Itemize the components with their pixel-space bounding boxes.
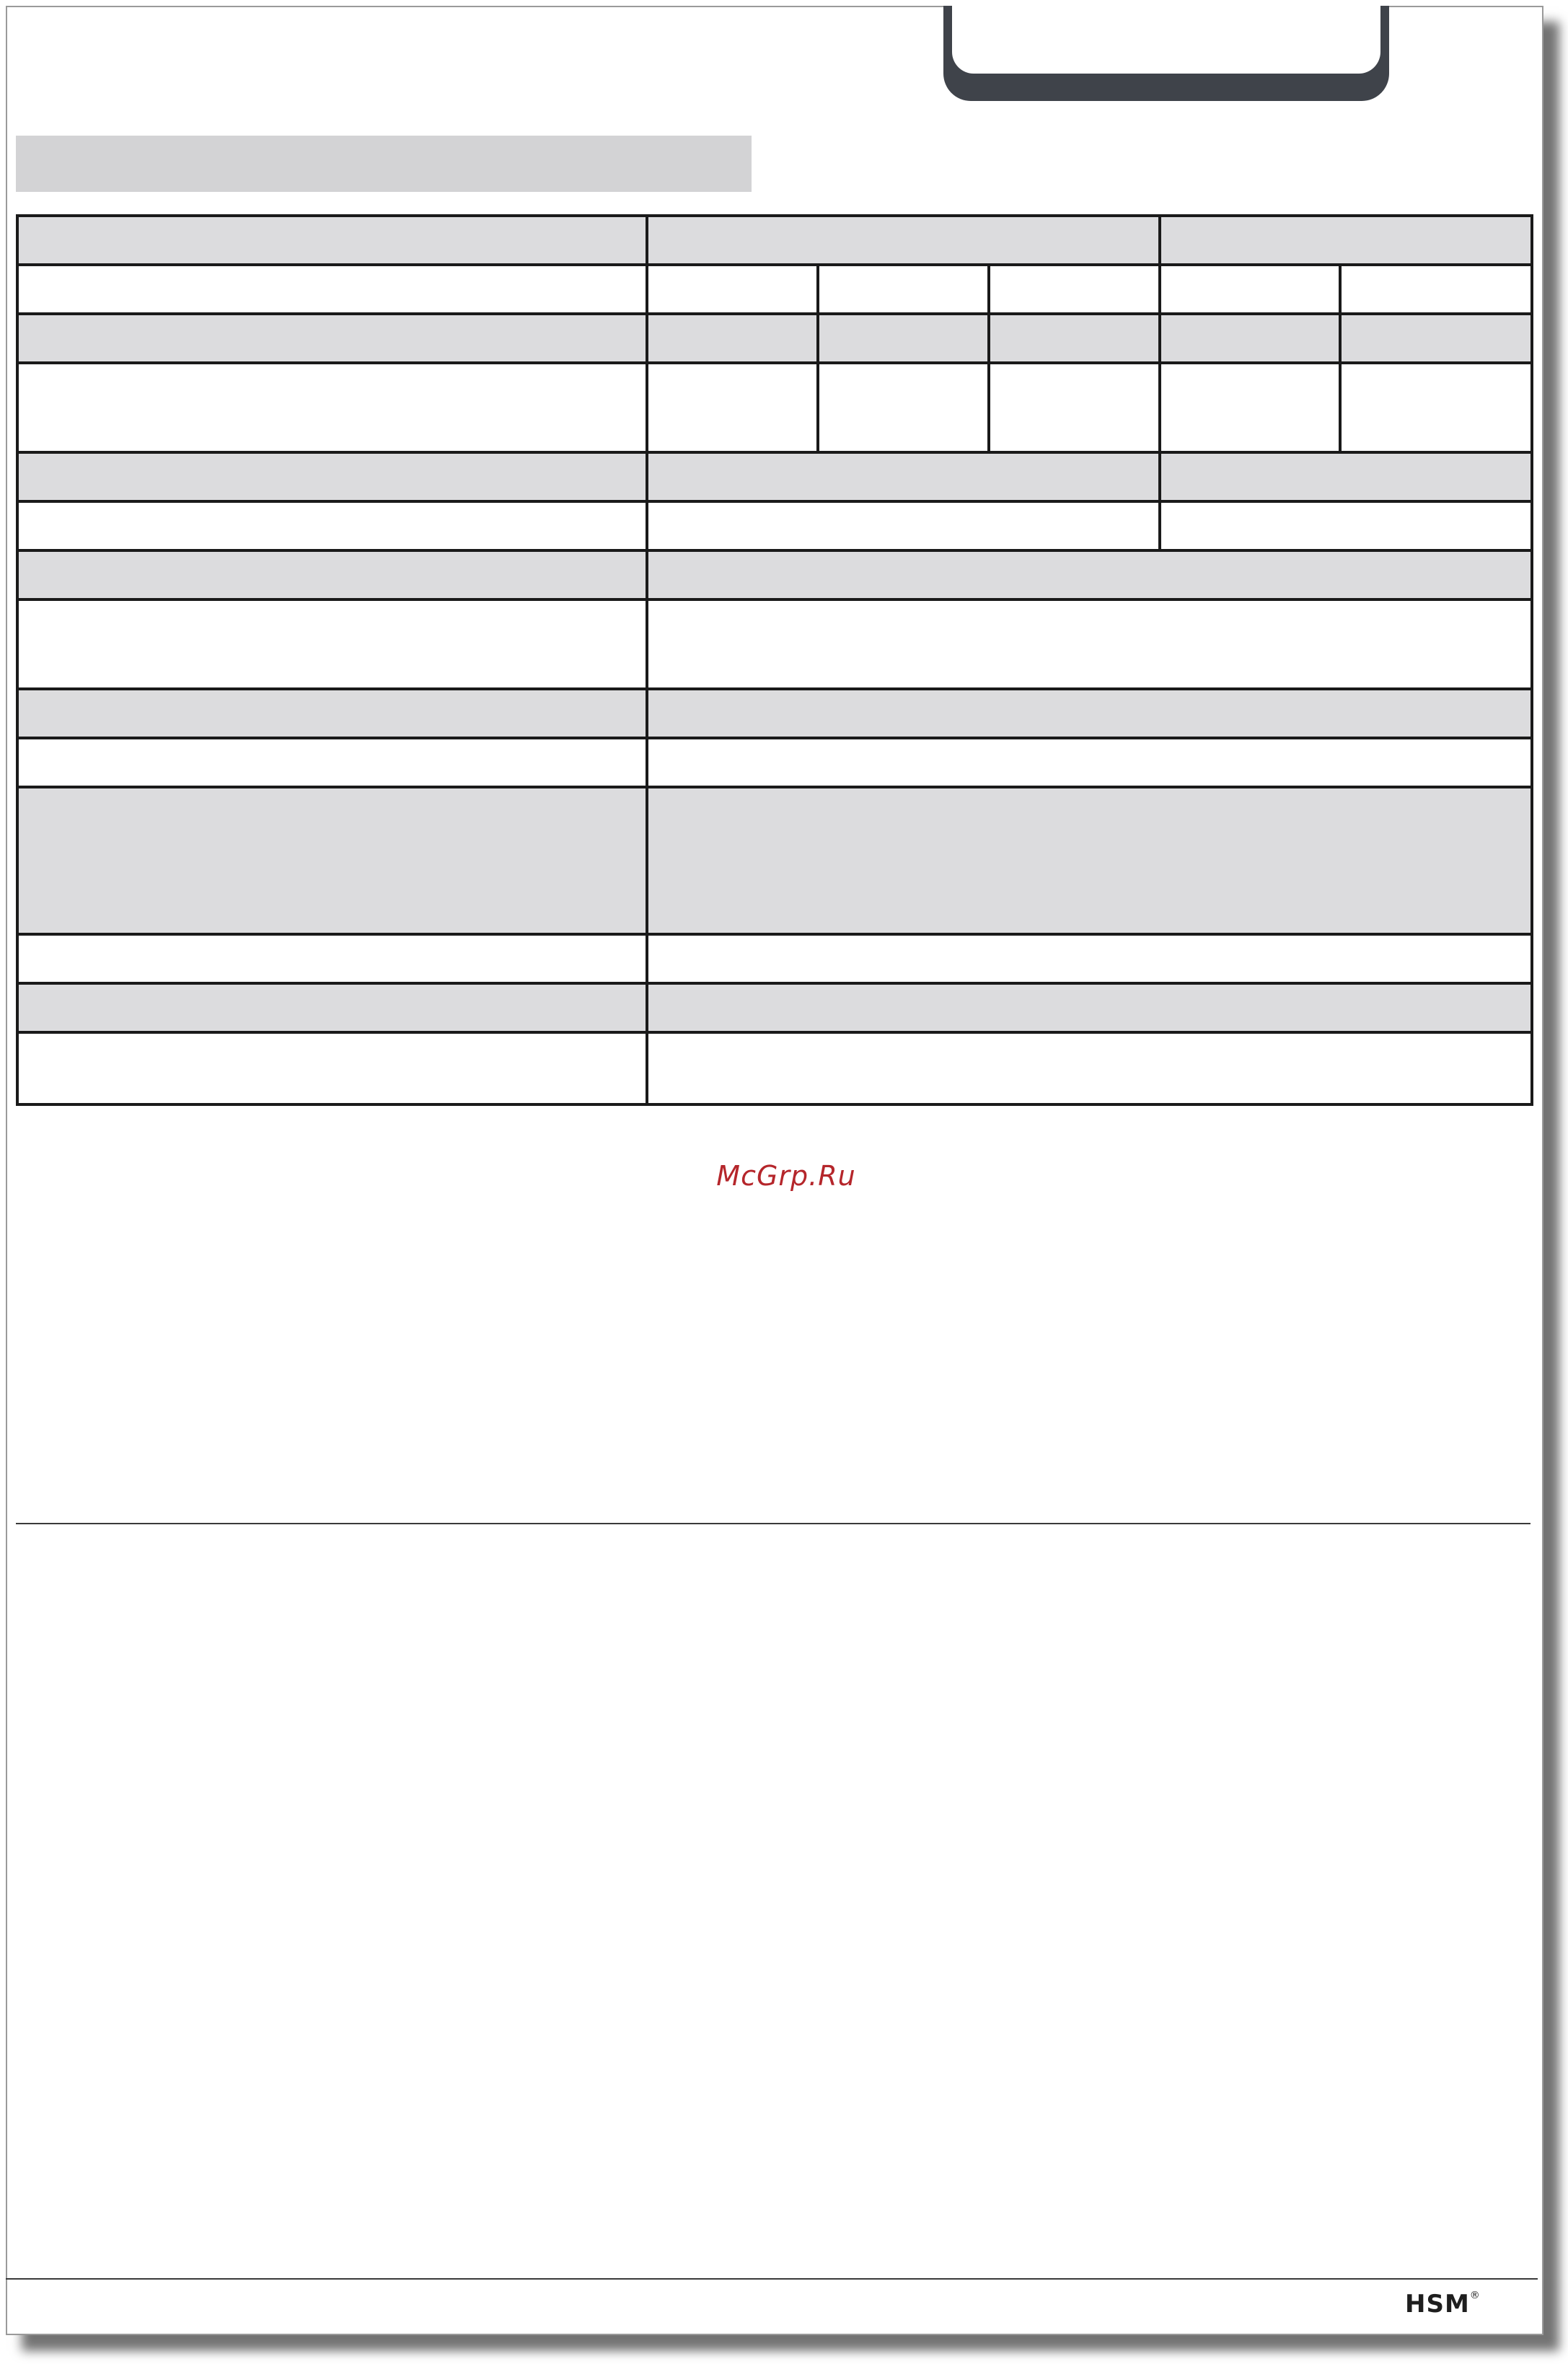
table-row xyxy=(17,689,1532,738)
table-row xyxy=(17,265,1532,314)
table-cell xyxy=(1160,314,1340,363)
table-cell xyxy=(17,452,647,501)
table-row xyxy=(17,934,1532,983)
section-title-bar xyxy=(16,136,752,192)
divider xyxy=(16,1523,1530,1524)
table-row xyxy=(17,738,1532,787)
table-row xyxy=(17,363,1532,452)
table-row xyxy=(17,550,1532,599)
registered-mark: ® xyxy=(1469,2290,1481,2301)
table-cell xyxy=(989,363,1160,452)
table-cell xyxy=(647,983,1532,1032)
table-cell xyxy=(647,265,818,314)
table-row xyxy=(17,787,1532,934)
footer-divider xyxy=(6,2278,1538,2280)
table-row xyxy=(17,216,1532,265)
table-cell xyxy=(1340,265,1532,314)
table-cell xyxy=(818,363,989,452)
table-row xyxy=(17,599,1532,689)
brand-logo xyxy=(1405,2290,1481,2319)
table-row xyxy=(17,452,1532,501)
table-cell xyxy=(17,787,647,934)
table-cell xyxy=(818,265,989,314)
table-cell xyxy=(989,265,1160,314)
table-cell xyxy=(17,689,647,738)
table-cell xyxy=(647,363,818,452)
table-row xyxy=(17,501,1532,550)
table-cell xyxy=(1160,452,1532,501)
table-cell xyxy=(1160,501,1532,550)
brand-name: HSM xyxy=(1405,2290,1470,2319)
table-cell xyxy=(989,314,1160,363)
table-cell xyxy=(1160,216,1532,265)
table-cell xyxy=(17,265,647,314)
table-row xyxy=(17,983,1532,1032)
table-cell xyxy=(1160,265,1340,314)
table-cell xyxy=(647,1032,1532,1104)
table-cell xyxy=(17,1032,647,1104)
table-cell xyxy=(647,216,1160,265)
table-cell xyxy=(647,550,1532,599)
table-cell xyxy=(17,314,647,363)
table-cell xyxy=(647,314,818,363)
table-row xyxy=(17,1032,1532,1104)
table-cell xyxy=(17,934,647,983)
table-row xyxy=(17,314,1532,363)
table-cell xyxy=(647,689,1532,738)
table-cell xyxy=(1340,363,1532,452)
table-cell xyxy=(647,787,1532,934)
table-cell xyxy=(647,599,1532,689)
spec-table xyxy=(16,214,1533,1106)
page-tab-inner xyxy=(952,6,1380,74)
table-cell xyxy=(17,983,647,1032)
table-cell xyxy=(17,363,647,452)
table-cell xyxy=(17,501,647,550)
table-cell xyxy=(17,738,647,787)
watermark-link[interactable]: McGrp.Ru xyxy=(716,1160,856,1192)
table-cell xyxy=(17,599,647,689)
table-cell xyxy=(1340,314,1532,363)
table-cell xyxy=(647,452,1160,501)
table-cell xyxy=(1160,363,1340,452)
table-cell xyxy=(818,314,989,363)
table-cell xyxy=(17,216,647,265)
table-cell xyxy=(647,501,1160,550)
table-cell xyxy=(647,738,1532,787)
table-cell xyxy=(17,550,647,599)
table-cell xyxy=(647,934,1532,983)
